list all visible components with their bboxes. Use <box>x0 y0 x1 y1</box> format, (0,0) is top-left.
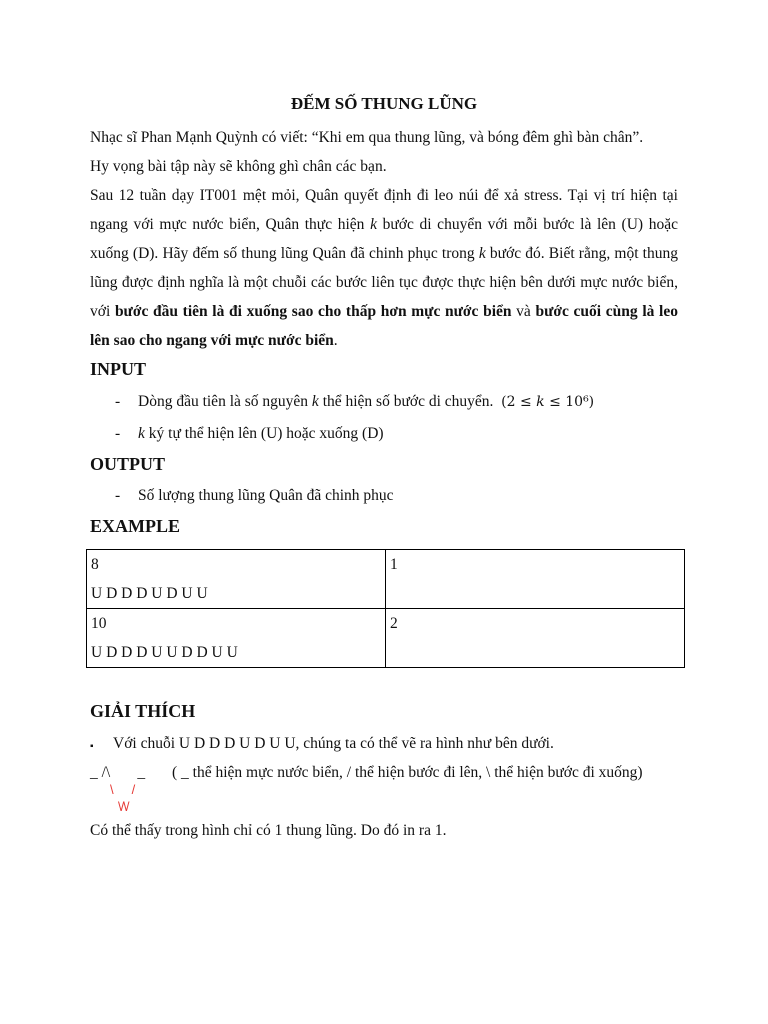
problem-text: . <box>333 332 338 349</box>
intro-line-2: Hy vọng bài tập này sẽ không ghì chân các bạn. <box>90 158 387 175</box>
example-output-cell <box>386 609 685 668</box>
example-heading: EXAMPLE <box>90 516 180 536</box>
input-item-text: ký tự thể hiện lên (U) hoặc xuống (D) <box>144 425 384 442</box>
problem-bold-text: bước đầu tiên là đi xuống sao cho thấp hơn mực nước biển <box>114 303 512 320</box>
problem-text: và <box>511 303 536 320</box>
example-input-line: 8 <box>91 556 99 573</box>
diagram-middle-line: \ / <box>110 782 136 797</box>
table-row <box>87 609 685 668</box>
problem-text: bước đó. Biết rằng, một thung lũng được định nghĩa là một chuỗi các bước liên tục được thực hiện bên dưới mực nước biển, với <box>90 245 678 320</box>
problem-text: Sau 12 tuần dạy IT001 mệt mỏi, Quân quyết định đi leo núi để xả stress. Tại vị trí hiện tại ngang với mực nước biển, Quân thực hiện <box>90 187 678 233</box>
diagram-bottom-line: \/\/ <box>118 799 129 814</box>
output-heading: OUTPUT <box>90 454 166 474</box>
input-item-1 <box>138 393 594 411</box>
output-item-1: Số lượng thung lũng Quân đã chinh phục <box>138 487 394 504</box>
table-row <box>87 550 685 609</box>
example-output-line: 1 <box>390 556 398 573</box>
square-bullet-icon: ▪ <box>90 741 94 752</box>
bullet-dash: - <box>115 487 121 504</box>
example-input-line: U D D D U U D D U U <box>91 644 238 661</box>
example-input-line: 10 <box>91 615 107 632</box>
input-heading: INPUT <box>90 359 147 379</box>
example-output-line: 2 <box>390 615 398 632</box>
intro-paragraph <box>90 123 678 181</box>
diagram-legend: ( _ thể hiện mực nước biển, / thể hiện bước đi lên, \ thể hiện bước đi xuống) <box>172 764 643 781</box>
intro-line-1: Nhạc sĩ Phan Mạnh Quỳnh có viết: “Khi em qua thung lũng, và bóng đêm ghì bàn chân”. <box>90 129 644 146</box>
diagram-top-line: _ /\ _ <box>90 764 146 781</box>
input-item-text: Dòng đầu tiên là số nguyên <box>138 393 312 410</box>
page-title: ĐẾM SỐ THUNG LŨNG <box>290 94 478 113</box>
explanation-bullet-text: Với chuỗi U D D D U D U U, chúng ta có thể vẽ ra hình như bên dưới. <box>113 735 554 752</box>
input-variable-k: k <box>311 393 319 410</box>
example-table <box>86 549 685 668</box>
problem-variable-k: k <box>370 216 377 233</box>
bullet-dash: - <box>115 425 121 442</box>
input-item-2 <box>138 425 384 443</box>
example-input-cell <box>87 609 386 668</box>
problem-text: bước di chuyển với mỗi bước là lên (U) hoặc xuống (D). Hãy đếm số thung lũng Quân đã chinh phục trong <box>90 216 678 262</box>
explanation-conclusion: Có thể thấy trong hình chỉ có 1 thung lũng. Do đó in ra 1. <box>90 822 447 839</box>
explanation-heading: GIẢI THÍCH <box>90 701 196 721</box>
input-item-text: thể hiện số bước di chuyển. <box>318 393 494 410</box>
input-variable-k: k <box>138 425 145 442</box>
example-input-line: U D D D U D U U <box>91 585 208 602</box>
problem-paragraph <box>90 181 678 355</box>
example-output-cell <box>386 550 685 609</box>
problem-variable-k: k <box>478 245 486 262</box>
example-input-cell <box>87 550 386 609</box>
bullet-dash: - <box>115 393 121 410</box>
input-constraint: (2 ≤ 𝑘 ≤ 10⁶) <box>501 394 595 410</box>
problem-bold-text: bước cuối cùng là leo lên sao cho ngang với mực nước biển <box>90 303 678 349</box>
